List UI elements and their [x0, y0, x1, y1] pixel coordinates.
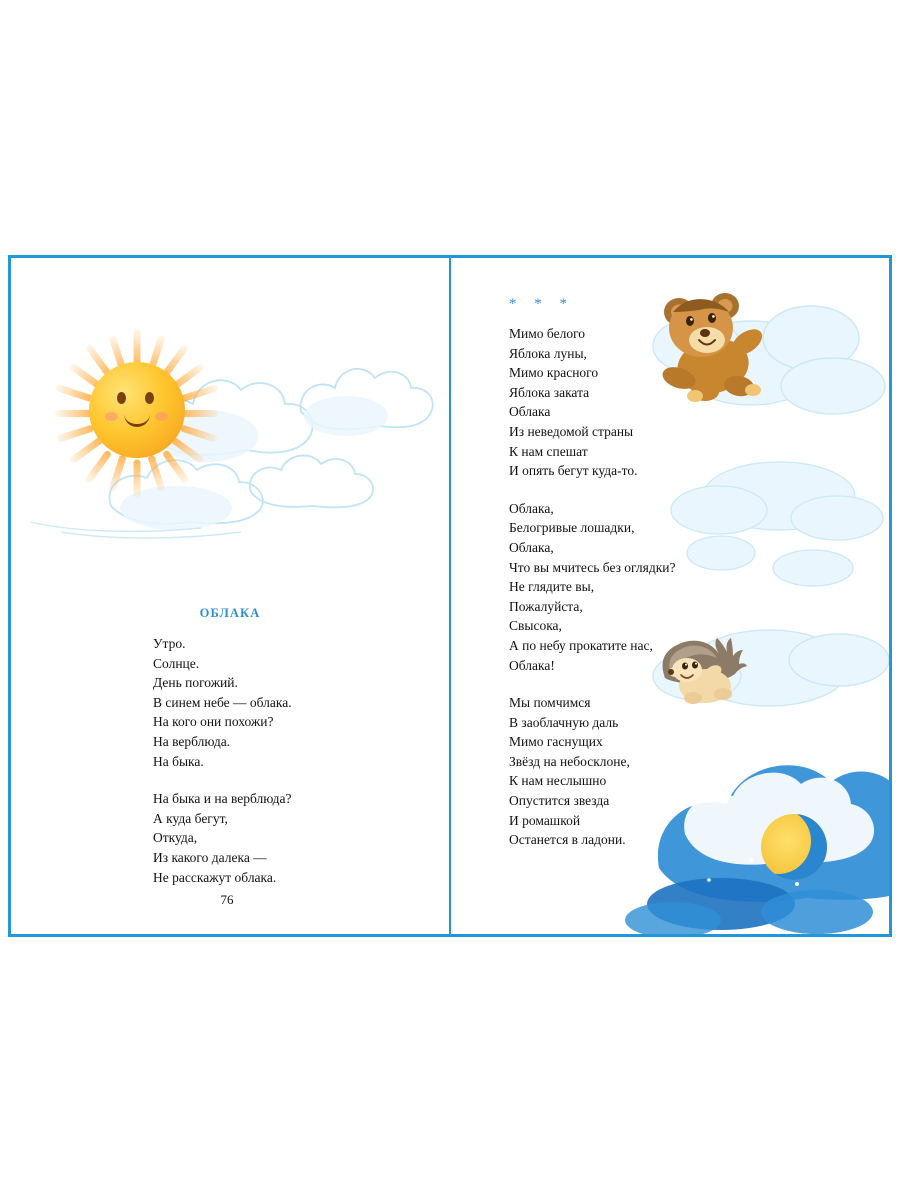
poem-line: Пожалуйста,: [509, 598, 583, 614]
poem-line: В заоблачную даль: [509, 714, 619, 730]
poem-line: На кого они похожи?: [153, 714, 274, 730]
stanza: [153, 634, 292, 771]
poem-line: Свысока,: [509, 618, 562, 634]
sun-icon: [89, 362, 185, 458]
stanza: [153, 789, 292, 887]
poem-line: Мы помчимся: [509, 695, 591, 711]
poem-line: Мимо белого: [509, 326, 586, 341]
left-book-page: [8, 255, 450, 937]
poem-line: Утро.: [153, 636, 186, 651]
poem-line: Откуда,: [153, 830, 198, 846]
poem-line: К нам неслышно: [509, 773, 607, 789]
poem-line: Что вы мчитесь без оглядки?: [509, 559, 676, 575]
stanza: [509, 693, 676, 850]
poem-line: День погожий.: [153, 675, 238, 691]
poem-line: На верблюда.: [153, 733, 231, 749]
poem-line: Мимо красного: [509, 365, 599, 381]
poem-line: На быка.: [153, 753, 204, 769]
poem-line: Облака,: [509, 500, 554, 516]
poem-line: Не глядите вы,: [509, 579, 595, 595]
right-book-page: [450, 255, 892, 937]
poem-line: И ромашкой: [509, 812, 581, 828]
poem-line: Солнце.: [153, 655, 200, 671]
page-number: [11, 892, 449, 908]
poem-line: Белогривые лошадки,: [509, 520, 635, 536]
book-spread: [8, 255, 892, 937]
poem-line: А по небу прокатите нас,: [509, 637, 653, 653]
poem-title: ОБЛАКА: [199, 606, 261, 620]
poem-line: В синем небе — облака.: [153, 694, 292, 710]
poem-line: Не расскажут облака.: [153, 869, 277, 885]
poem-line: И опять бегут куда-то.: [509, 463, 638, 479]
poem-line: Мимо гаснущих: [509, 734, 603, 750]
poem-line: Из какого далека —: [153, 849, 267, 865]
poem-line: Останется в ладони.: [509, 832, 626, 848]
crescent-moon-icon: [761, 814, 827, 880]
cloud-illustration-left: [8, 316, 441, 546]
poem-line: Звёзд на небосклоне,: [509, 753, 630, 769]
stanza: [509, 499, 676, 675]
poem-line: Яблока луны,: [509, 345, 587, 361]
poem-line: К нам спешат: [509, 443, 588, 459]
poem-line: На быка и на верблюда?: [153, 791, 292, 807]
stanza: [509, 324, 676, 481]
poem-line: Облака!: [509, 657, 555, 673]
poem-line: Из неведомой страны: [509, 423, 634, 439]
poem-line: Яблока заката: [509, 384, 590, 400]
right-poem-body: [509, 324, 676, 850]
poem-line: Опустится звезда: [509, 793, 610, 809]
poem-line: А куда бегут,: [153, 810, 228, 826]
poem-line: Облака: [509, 404, 551, 420]
left-poem-body: [153, 634, 292, 887]
poem-line: Облака,: [509, 539, 554, 555]
section-separator: * * *: [509, 296, 574, 312]
page-number-value: 76: [220, 892, 234, 907]
